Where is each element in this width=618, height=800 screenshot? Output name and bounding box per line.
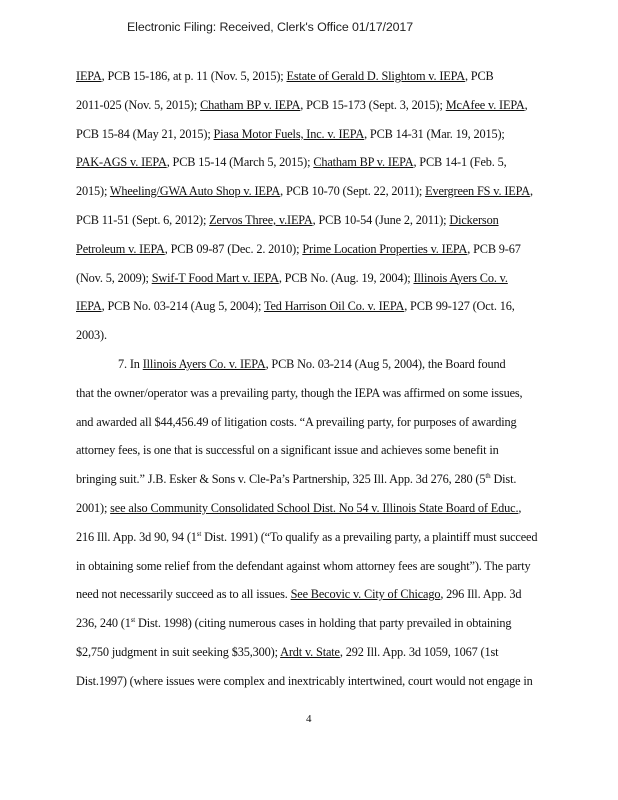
citation-text: IEPA [76, 299, 102, 314]
citation-text: Illinois Ayers Co. v. [413, 270, 508, 285]
citation-text: Zervos Three, v.IEPA [209, 213, 313, 227]
line-segment: 2015); [76, 184, 110, 199]
line-segment: , 296 Ill. App. 3d [440, 587, 522, 602]
citation-text: PAK-AGS v. IEPA [76, 155, 167, 170]
text-line [118, 357, 505, 372]
citation-text: Chatham BP v. IEPA [200, 97, 301, 112]
text-line [76, 472, 516, 487]
line-segment: PCB 11-51 (Sept. 6, 2012); [76, 213, 210, 227]
line-segment: , PCB 10-70 (Sept. 22, 2011); [280, 184, 426, 199]
text-line [76, 299, 515, 314]
citation-text: McAfee v. IEPA [445, 97, 525, 112]
text-line [76, 443, 499, 458]
citation-text: Prime Location Properties v. IEPA [302, 241, 468, 256]
line-segment: , [529, 184, 533, 199]
text-line [76, 184, 533, 199]
line-segment: 216 Ill. App. 3d 90, 94 (1 [76, 529, 197, 544]
line-segment: , PCB 99-127 (Oct. 16, [404, 299, 515, 314]
line-segment: , PCB 15-186, at p. 11 (Nov. 5, 2015); [101, 69, 287, 83]
text-line [76, 674, 533, 689]
line-segment: bringing suit.” J.B. Esker & Sons v. Cle-Pa’s Partnership, 325 Ill. App. 3d 276, 280 (5 [76, 472, 486, 487]
line-segment: Dist. [490, 472, 517, 487]
line-segment: $2,750 judgment in suit seeking $35,300); [76, 645, 281, 659]
line-segment: Dist.1997) (where issues were complex and inextricably intertwined, court would not engage in [76, 673, 533, 688]
line-segment: 2011-025 (Nov. 5, 2015); [76, 97, 201, 112]
text-line [76, 98, 528, 113]
line-segment: st [130, 616, 136, 625]
line-segment: that the owner/operator was a prevailing party, though the IEPA was affirmed on some issues, [76, 385, 523, 400]
citation-text: Piasa Motor Fuels, Inc. v. IEPA [213, 126, 365, 141]
line-segment: , PCB No. 03-214 (Aug 5, 2004); [101, 299, 264, 314]
text-line [76, 415, 516, 430]
citation-text: Evergreen FS v. IEPA [425, 184, 530, 199]
text-line [76, 127, 505, 142]
line-segment: th [485, 472, 491, 481]
line-segment: , PCB No. (Aug. 19, 2004); [278, 270, 414, 285]
line-segment: Dist. 1998) (citing numerous cases in holding that party prevailed in obtaining [135, 616, 512, 631]
text-line [76, 645, 498, 660]
page-number: 4 [306, 713, 312, 725]
line-segment: attorney fees, is one that is successful on a significant issue and achieves some benefit in [76, 443, 499, 458]
line-segment: , PCB [464, 69, 494, 83]
citation-text: see also Community Consolidated School Dist. No 54 v. Illinois State Board of Educ. [110, 501, 519, 515]
line-segment: , PCB No. 03-214 (Aug 5, 2004), the Board found [265, 357, 506, 371]
filing-stamp: Electronic Filing: Received, Clerk's Office 01/17/2017 [127, 20, 413, 34]
line-segment: , PCB 15-173 (Sept. 3, 2015); [300, 97, 446, 112]
line-segment: PCB 15-84 (May 21, 2015); [76, 126, 214, 141]
line-segment: , PCB 14-1 (Feb. 5, [413, 155, 507, 170]
text-line [76, 530, 537, 545]
text-line [76, 242, 521, 257]
line-segment: 2001); [76, 501, 111, 515]
line-segment: , PCB 14-31 (Mar. 19, 2015); [364, 126, 505, 141]
text-line [76, 69, 494, 84]
citation-text: IEPA [76, 69, 102, 83]
citation-text: Ted Harrison Oil Co. v. IEPA [263, 299, 405, 314]
citation-text: Illinois Ayers Co. v. IEPA [142, 357, 266, 371]
text-line [76, 386, 522, 401]
citation-text: Dickerson [449, 213, 499, 227]
citation-text: Wheeling/GWA Auto Shop v. IEPA [109, 184, 281, 199]
line-segment: , [524, 97, 528, 112]
line-segment: need not necessarily succeed as to all issues. [76, 587, 291, 602]
line-segment: , [518, 501, 522, 515]
citation-text: See Becovic v. City of Chicago [290, 587, 441, 602]
text-line [76, 155, 507, 170]
text-line [76, 587, 521, 602]
line-segment: , 292 Ill. App. 3d 1059, 1067 (1st [339, 645, 499, 659]
text-line [76, 328, 107, 343]
text-line [76, 559, 531, 574]
line-segment: , PCB 09-87 (Dec. 2. 2010); [164, 241, 303, 256]
text-line [76, 616, 511, 631]
line-segment: , PCB 9-67 [467, 241, 521, 256]
line-segment: 236, 240 (1 [76, 616, 131, 631]
citation-text: Estate of Gerald D. Slightom v. IEPA [286, 69, 465, 83]
line-segment: 2003). [76, 328, 107, 343]
line-segment: Dist. 1991) (“To qualify as a prevailing party, a plaintiff must succeed [201, 529, 538, 544]
text-line [76, 271, 508, 286]
citation-text: Petroleum v. IEPA [76, 241, 165, 256]
line-segment: , PCB 10-54 (June 2, 2011); [312, 213, 450, 227]
line-segment: in obtaining some relief from the defendant against whom attorney fees are sought”). The party [76, 558, 531, 573]
line-segment: 7. In [118, 357, 143, 371]
text-line [76, 501, 521, 516]
citation-text: Chatham BP v. IEPA [313, 155, 414, 170]
line-segment: and awarded all $44,456.49 of litigation costs. “A prevailing party, for purposes of awarding [76, 414, 517, 429]
text-line [76, 213, 499, 228]
line-segment: (Nov. 5, 2009); [76, 270, 152, 285]
citation-text: Swif-T Food Mart v. IEPA [151, 270, 279, 285]
line-segment: , PCB 15-14 (March 5, 2015); [166, 155, 314, 170]
line-segment: st [196, 529, 202, 538]
citation-text: Ardt v. State [280, 645, 340, 659]
